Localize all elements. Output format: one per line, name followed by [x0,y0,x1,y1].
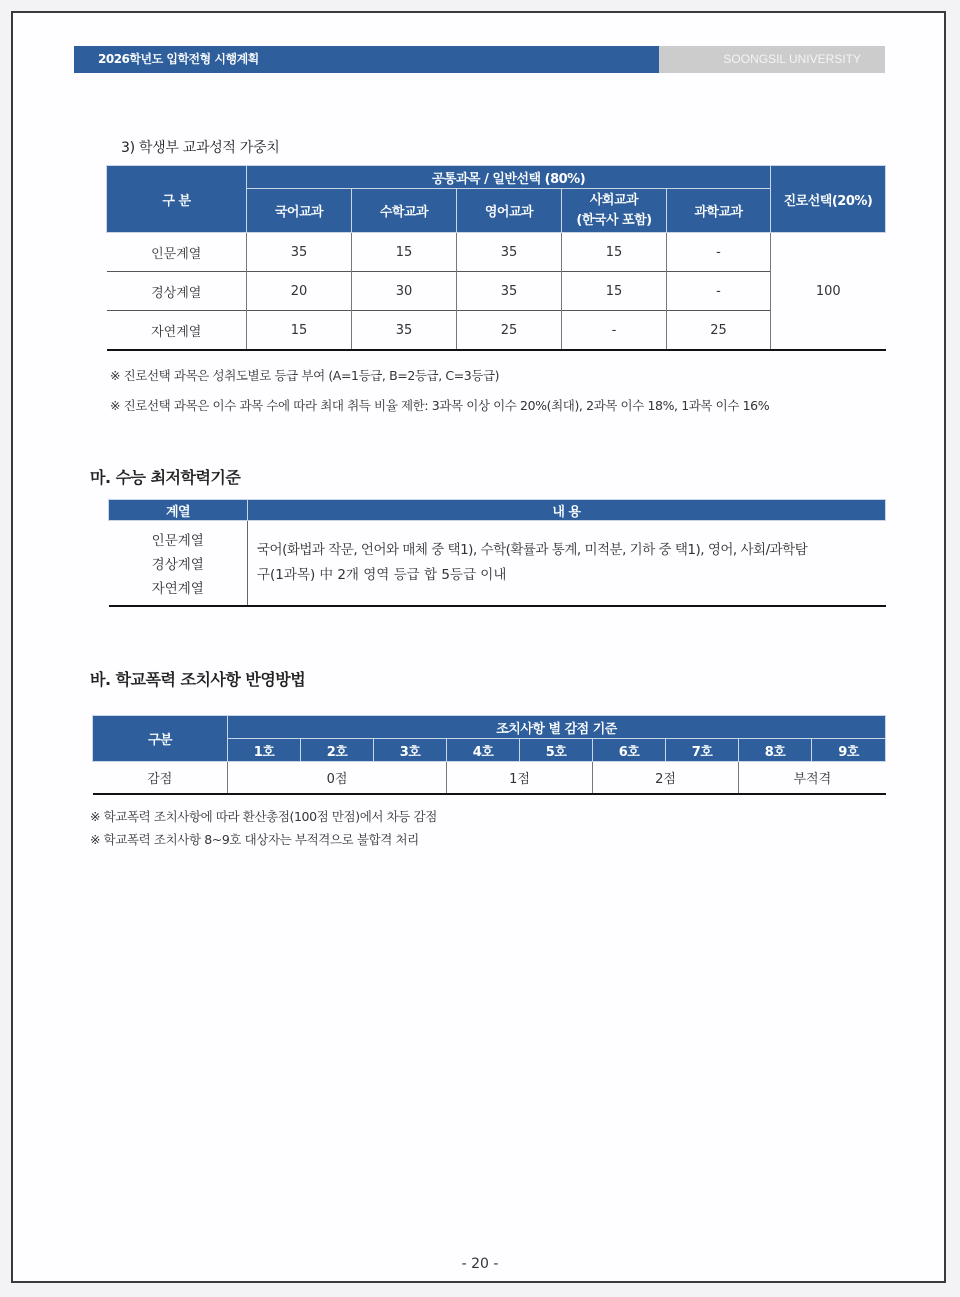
level-9: 9호 [812,739,886,762]
cell: 25 [457,311,562,351]
category-list [109,521,248,607]
col-social [562,189,667,233]
category: 자연계열 [151,581,204,597]
csat-content [248,521,886,607]
cell: 15 [562,233,667,272]
level-7: 7호 [666,739,739,762]
level-8: 8호 [739,739,812,762]
col-category: 계열 [109,500,248,521]
header-title: 2026학년도 입학전형 시행계획 [74,46,659,73]
violence-table [92,715,886,795]
table-row [107,233,886,272]
col-science: 과학교과 [667,189,771,233]
level-6: 6호 [593,739,666,762]
level-3: 3호 [374,739,447,762]
row-label: 경상계열 [107,272,247,311]
col-career: 진로선택(20%) [771,166,886,233]
deduction-disqualified: 부적격 [739,762,886,795]
col-category: 구 분 [107,166,247,233]
table-row [109,521,886,607]
cell: 15 [247,311,352,351]
col-category: 구분 [93,716,228,762]
level-2: 2호 [301,739,374,762]
col-english: 영어교과 [457,189,562,233]
col-group-common: 공통과목 / 일반선택 (80%) [247,166,771,189]
row-label: 자연계열 [107,311,247,351]
cell: 35 [457,233,562,272]
deduction-0: 0점 [228,762,447,795]
header-university: SOONGSIL UNIVERSITY [659,46,885,73]
col-content: 내 용 [248,500,886,521]
weights-table [106,165,886,351]
row-label: 인문계열 [107,233,247,272]
cell: 35 [247,233,352,272]
cell: - [667,233,771,272]
cell: - [667,272,771,311]
weights-note-1: ※ 진로선택 과목은 성취도별로 등급 부여 (A=1등급, B=2등급, C=3등급) [110,368,500,383]
col-social-label: 사회교과 [589,192,639,208]
cell: - [562,311,667,351]
level-5: 5호 [520,739,593,762]
row-label: 감점 [93,762,228,795]
deduction-2: 2점 [593,762,739,795]
weights-note-2: ※ 진로선택 과목은 이수 과목 수에 따라 최대 취득 비율 제한: 3과목 이상 이수 20%(최대), 2과목 이수 18%, 1과목 이수 16% [110,398,770,413]
category: 인문계열 [151,533,204,549]
table-row [107,311,886,351]
csat-table [108,499,886,607]
deduction-1: 1점 [447,762,593,795]
weights-subtitle: 3) 학생부 교과성적 가중치 [121,140,280,156]
violence-note-2: ※ 학교폭력 조치사항 8~9호 대상자는 부적격으로 불합격 처리 [90,832,419,847]
violence-note-1: ※ 학교폭력 조치사항에 따라 환산총점(100점 만점)에서 차등 감점 [90,809,437,824]
cell: 25 [667,311,771,351]
cell: 15 [352,233,457,272]
col-social-sub: (한국사 포함) [576,212,652,228]
career-value: 100 [771,233,886,351]
csat-section-title: 마. 수능 최저학력기준 [90,468,241,487]
table-row [93,762,886,795]
content-line: 국어(화법과 작문, 언어와 매체 중 택1), 수학(확률과 통계, 미적분, 기하 중 택1), 영어, 사회/과학탐 [257,542,808,558]
cell: 35 [352,311,457,351]
level-4: 4호 [447,739,520,762]
level-1: 1호 [228,739,301,762]
cell: 15 [562,272,667,311]
category: 경상계열 [151,557,204,573]
table-row [107,272,886,311]
cell: 30 [352,272,457,311]
cell: 35 [457,272,562,311]
violence-section-title: 바. 학교폭력 조치사항 반영방법 [90,670,306,689]
content-line: 구(1과목) 中 2개 영역 등급 합 5등급 이내 [257,567,507,583]
col-math: 수학교과 [352,189,457,233]
cell: 20 [247,272,352,311]
col-korean: 국어교과 [247,189,352,233]
page-number: - 20 - [461,1256,499,1272]
col-group-deduction: 조치사항 별 감점 기준 [228,716,886,739]
